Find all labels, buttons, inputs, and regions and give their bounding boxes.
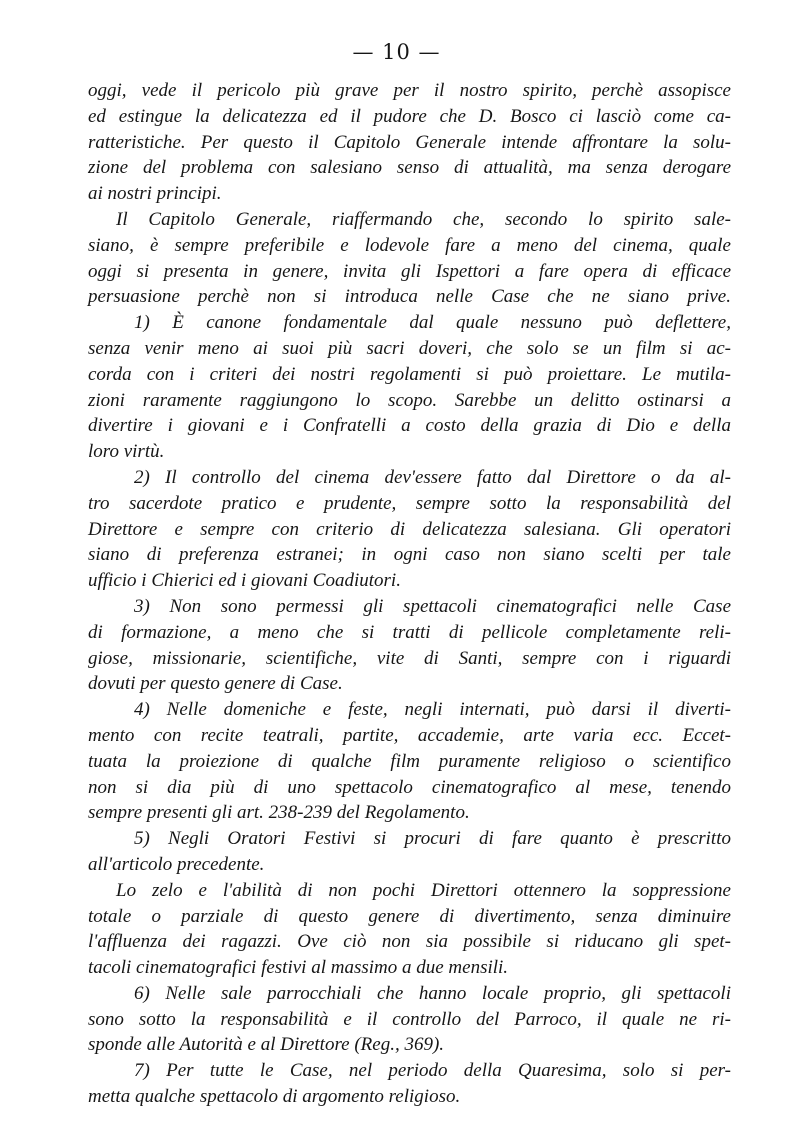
text-line: Lo zelo e l'abilità di non pochi Direttori ottennero la soppressione bbox=[116, 879, 731, 901]
text-line: 3) Non sono permessi gli spettacoli cinematografici nelle Case bbox=[134, 595, 731, 617]
body-text bbox=[88, 78, 731, 1110]
text-line: totale o parziale di questo genere di divertimento, senza diminuire bbox=[88, 905, 731, 927]
text-line: 4) Nelle domeniche e feste, negli internati, può darsi il diverti- bbox=[134, 699, 731, 721]
text-line: sono sotto la responsabilità e il controllo del Parroco, il quale ne ri- bbox=[88, 1008, 731, 1030]
text-line: ed estingue la delicatezza ed il pudore che D. Bosco ci lasciò come ca- bbox=[88, 105, 731, 127]
text-line: sponde alle Autorità e al Direttore (Reg., 369). bbox=[88, 1034, 445, 1056]
text-line: sempre presenti gli art. 238-239 del Regolamento. bbox=[88, 802, 470, 824]
text-line: di formazione, a meno che si tratti di pellicole completamente reli- bbox=[88, 621, 731, 643]
text-line: zione del problema con salesiano senso di attualità, ma senza derogare bbox=[88, 157, 731, 179]
text-line: senza venir meno ai suoi più sacri doveri, che solo se un film si ac- bbox=[88, 337, 731, 359]
text-line: loro virtù. bbox=[88, 441, 165, 463]
text-line: oggi, vede il pericolo più grave per il nostro spirito, perchè assopisce bbox=[88, 80, 731, 101]
text-line: dovuti per questo genere di Case. bbox=[88, 673, 343, 695]
text-line: ai nostri principi. bbox=[88, 183, 222, 205]
text-line: non si dia più di uno spettacolo cinematografico al mese, tenendo bbox=[88, 776, 731, 798]
text-line: oggi si presenta in genere, invita gli Ispettori a fare opera di efficace bbox=[88, 260, 731, 282]
text-line: giose, missionarie, scientifiche, vite di Santi, sempre con i riguardi bbox=[88, 647, 731, 669]
text-line: l'affluenza dei ragazzi. Ove ciò non sia possibile si riducano gli spet- bbox=[88, 931, 731, 953]
text-line: divertire i giovani e i Confratelli a costo della grazia di Dio e della bbox=[88, 415, 731, 437]
text-line: ufficio i Chierici ed i giovani Coadiutori. bbox=[88, 570, 401, 592]
text-line: 7) Per tutte le Case, nel periodo della Quaresima, solo si per- bbox=[134, 1060, 731, 1082]
text-line: mento con recite teatrali, partite, accademie, arte varia ecc. Eccet- bbox=[88, 724, 731, 746]
text-line: ratteristiche. Per questo il Capitolo Generale intende affrontare la solu- bbox=[88, 131, 731, 153]
text-line: siano di preferenza estranei; in ogni caso non siano scelti per tale bbox=[88, 544, 731, 566]
text-line: tacoli cinematografici festivi al massimo a due mensili. bbox=[88, 957, 509, 979]
text-line: siano, è sempre preferibile e lodevole fare a meno del cinema, quale bbox=[88, 234, 731, 256]
text-line: persuasione perchè non si introduca nelle Case che ne siano prive. bbox=[88, 286, 731, 308]
text-line: corda con i criteri dei nostri regolamenti si può proiettare. Le mutila- bbox=[88, 363, 731, 385]
text-line: tuata la proiezione di qualche film puramente religioso o scientifico bbox=[88, 750, 731, 772]
text-line: Direttore e sempre con criterio di delicatezza salesiana. Gli operatori bbox=[88, 518, 731, 540]
text-line: zioni raramente raggiungono lo scopo. Sarebbe un delitto ostinarsi a bbox=[88, 389, 731, 411]
text-line: 1) È canone fondamentale dal quale nessuno può deflettere, bbox=[134, 312, 731, 334]
text-line: tro sacerdote pratico e prudente, sempre sotto la responsabilità del bbox=[88, 492, 731, 514]
text-line: all'articolo precedente. bbox=[88, 853, 265, 875]
text-line: 5) Negli Oratori Festivi si procuri di fare quanto è prescritto bbox=[134, 828, 731, 850]
page-number: — 10 — bbox=[352, 40, 441, 64]
text-line: Il Capitolo Generale, riaffermando che, secondo lo spirito sale- bbox=[116, 208, 731, 230]
text-line: 2) Il controllo del cinema dev'essere fatto dal Direttore o da al- bbox=[134, 466, 731, 488]
text-line: 6) Nelle sale parrocchiali che hanno locale proprio, gli spettacoli bbox=[134, 982, 731, 1004]
text-line: metta qualche spettacolo di argomento religioso. bbox=[88, 1086, 461, 1108]
